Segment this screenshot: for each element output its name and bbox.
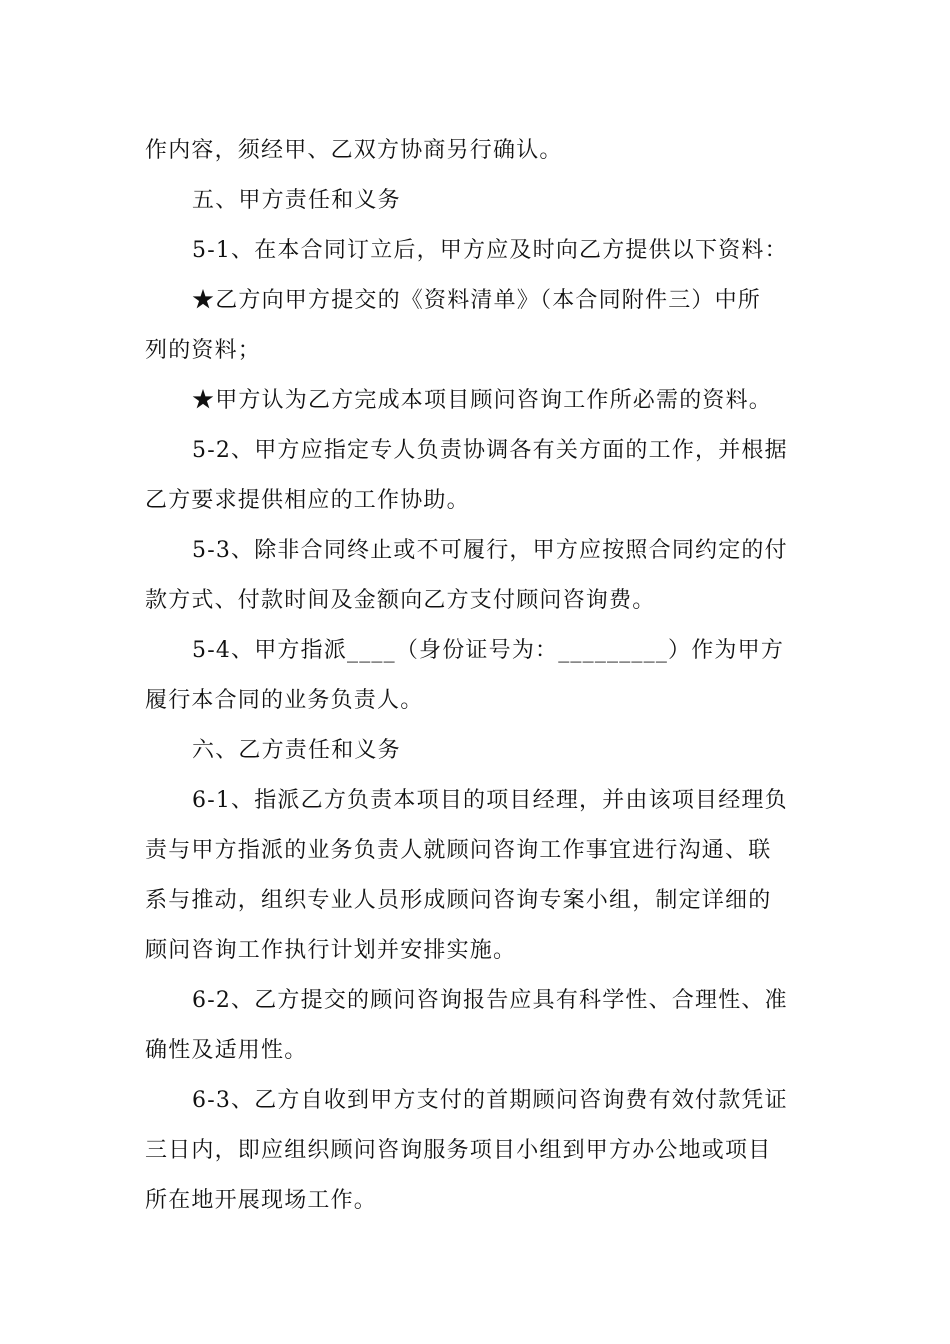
body-text-line: 履行本合同的业务负责人。 [145,688,424,713]
body-text-line: 所在地开展现场工作。 [145,1188,378,1213]
body-text-line: 责与甲方指派的业务负责人就顾问咨询工作事宜进行沟通、联 [145,838,772,863]
clause-5-3: 5-3、除非合同终止或不可履行，甲方应按照合同约定的付 [192,538,788,563]
section-heading-party-b: 六、乙方责任和义务 [192,738,401,763]
body-text-line: 三日内，即应组织顾问咨询服务项目小组到甲方办公地或项目 [145,1138,772,1163]
body-text-line: 确性及适用性。 [145,1038,308,1063]
body-text-line: 列的资料； [145,338,262,363]
clause-5-2: 5-2、甲方应指定专人负责协调各有关方面的工作，并根据 [192,438,788,463]
body-text-line: 作内容，须经甲、乙双方协商另行确认。 [145,138,563,163]
bullet-item-2: ★甲方认为乙方完成本项目顾问咨询工作所必需的资料。 [192,388,773,413]
body-text-line: 系与推动，组织专业人员形成顾问咨询专案小组，制定详细的 [145,888,772,913]
clause-6-2: 6-2、乙方提交的顾问咨询报告应具有科学性、合理性、准 [192,988,788,1013]
body-text-line: 乙方要求提供相应的工作协助。 [145,488,470,513]
body-text-line: 款方式、付款时间及金额向乙方支付顾问咨询费。 [145,588,656,613]
clause-5-4: 5-4、甲方指派____（身份证号为：_________）作为甲方 [192,638,785,663]
clause-5-1: 5-1、在本合同订立后，甲方应及时向乙方提供以下资料： [192,238,788,263]
bullet-item-1: ★乙方向甲方提交的《资料清单》（本合同附件三）中所 [192,288,762,313]
body-text-line: 顾问咨询工作执行计划并安排实施。 [145,938,517,963]
clause-6-3: 6-3、乙方自收到甲方支付的首期顾问咨询费有效付款凭证 [192,1088,788,1113]
section-heading-party-a: 五、甲方责任和义务 [192,188,401,213]
clause-6-1: 6-1、指派乙方负责本项目的项目经理，并由该项目经理负 [192,788,788,813]
